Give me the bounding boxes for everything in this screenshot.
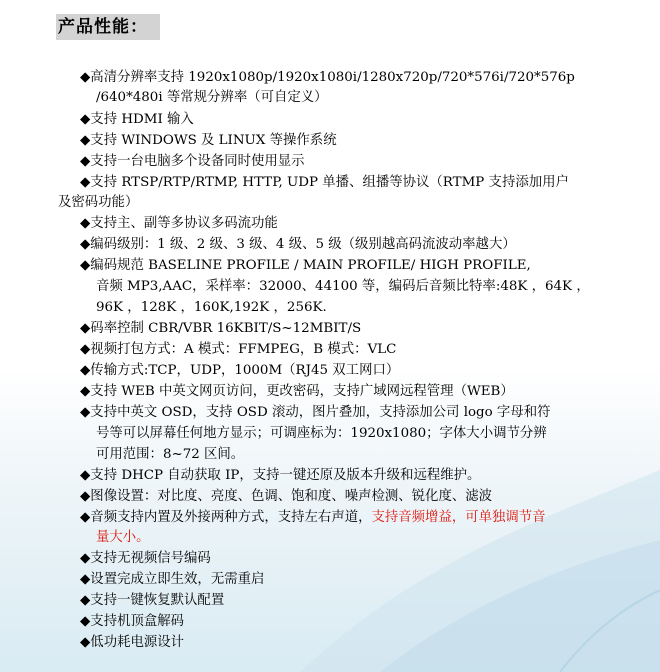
feature-item-osd: ◆支持中英文 OSD，支持 OSD 滚动，图片叠加，支持添加公司 logo 字母和符 — [80, 405, 551, 420]
feature-item-audio-highlight-cont: 量大小。 — [96, 530, 150, 545]
feature-item-image-settings: ◆图像设置：对比度、亮度、色调、饱和度、噪声检测、锐化度、滤波 — [80, 489, 493, 504]
feature-item-packaging: ◆视频打包方式：A 模式：FFMPEG，B 模式：VLC — [80, 342, 397, 357]
feature-item-multistream: ◆支持主、副等多协议多码流功能 — [80, 216, 278, 231]
feature-item-multi-device: ◆支持一台电脑多个设备同时使用显示 — [80, 154, 305, 169]
section-title: 产品性能： — [58, 17, 148, 37]
feature-item-audio — [80, 508, 546, 528]
feature-item-encode-profile: ◆编码规范 BASELINE PROFILE / MAIN PROFILE/ HIGH PROFILE, — [80, 258, 531, 273]
feature-item-instant-apply: ◆设置完成立即生效，无需重启 — [80, 572, 265, 587]
feature-item-audio-bitrate: 96K ，128K ，160K,192K ，256K. — [96, 300, 327, 315]
feature-item-transport: ◆传输方式:TCP，UDP，1000M（RJ45 双工网口） — [80, 363, 400, 378]
feature-item-stb-decode: ◆支持机顶盒解码 — [80, 614, 185, 629]
feature-item-low-power: ◆低功耗电源设计 — [80, 635, 185, 650]
feature-item-audio-highlight: 支持音频增益，可单独调节音 — [371, 510, 546, 525]
feature-item-dhcp: ◆支持 DHCP 自动获取 IP，支持一键还原及版本升级和远程维护。 — [80, 468, 481, 483]
feature-item-audio-text: ◆音频支持内置及外接两种方式，支持左右声道， — [80, 510, 372, 525]
feature-item-protocols-cont: 及密码功能） — [58, 195, 139, 210]
feature-item-osd-cont2: 可用范围：8~72 区间。 — [96, 447, 245, 462]
feature-item-hdmi: ◆支持 HDMI 输入 — [80, 112, 194, 127]
feature-item-factory-reset: ◆支持一键恢复默认配置 — [80, 593, 225, 608]
feature-item-no-signal: ◆支持无视频信号编码 — [80, 551, 211, 566]
feature-item-audio-format: 音频 MP3,AAC，采样率：32000、44100 等，编码后音频比特率:48K ，64K ， — [96, 279, 590, 294]
feature-item-protocols: ◆支持 RTSP/RTP/RTMP, HTTP, UDP 单播、组播等协议（RTMP 支持添加用户 — [80, 175, 569, 190]
feature-item-resolution: ◆高清分辨率支持 1920x1080p/1920x1080i/1280x720p/720*576i/720*576p — [80, 70, 575, 85]
feature-item-os: ◆支持 WINDOWS 及 LINUX 等操作系统 — [80, 133, 337, 148]
feature-item-resolution-cont: /640*480i 等常规分辨率（可自定义） — [96, 90, 328, 105]
feature-item-osd-cont1: 号等可以屏幕任何地方显示；可调座标为：1920x1080；字体大小调节分辨 — [96, 426, 547, 441]
feature-item-encode-level: ◆编码级别：1 级、2 级、3 级、4 级、5 级（级别越高码流波动率越大） — [80, 237, 516, 252]
feature-item-web: ◆支持 WEB 中英文网页访问，更改密码，支持广域网远程管理（WEB） — [80, 384, 514, 399]
feature-item-bitrate-control: ◆码率控制 CBR/VBR 16KBIT/S~12MBIT/S — [80, 321, 362, 336]
